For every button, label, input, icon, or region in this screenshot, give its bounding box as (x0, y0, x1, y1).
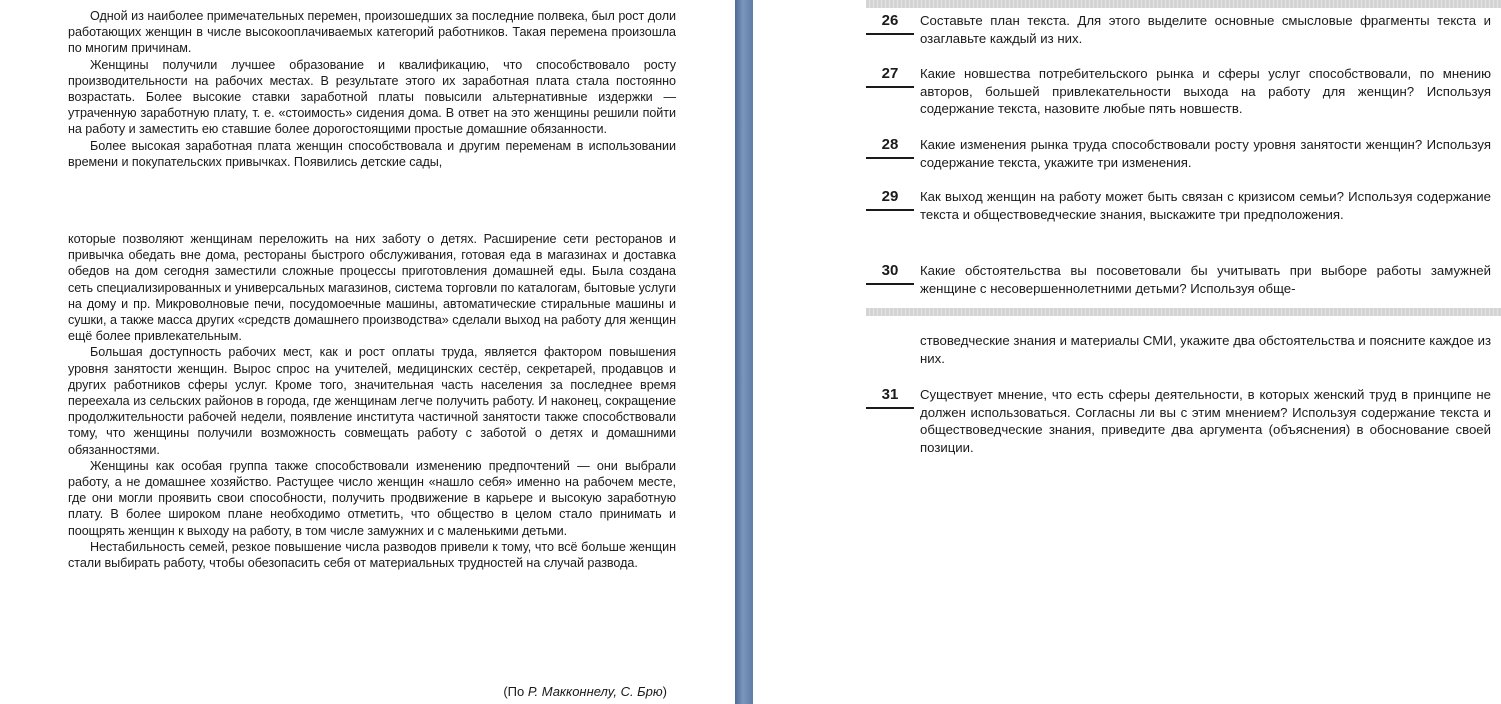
question-30 (866, 262, 1491, 302)
question-underline (866, 407, 914, 409)
question-text: Какие обстоятельства вы посоветовали бы учитывать при выборе работы замужней женщине с несовершеннолетними детьми? Используя обще- (920, 263, 1491, 296)
question-28 (866, 136, 1491, 176)
question-number: 31 (881, 386, 899, 403)
paragraph: Одной из наиболее примечательных перемен, произошедших за последние полвека, был рост доли работающих женщин в числе высокооплачиваемых категорий работников. Такая перемена произошла по многим причинам. (68, 9, 676, 56)
question-number: 28 (881, 136, 899, 153)
attribution-authors: Р. Макконнелу, С. Брю (527, 684, 663, 699)
question-number: 27 (881, 65, 899, 82)
question-30-continuation (866, 332, 1491, 370)
question-underline (866, 86, 914, 88)
question-27 (866, 65, 1491, 121)
question-underline (866, 283, 914, 285)
scan-strip (866, 308, 1501, 316)
question-text: Какие новшества потребительского рынка и сферы услуг способствовали, по мнению авторов, большей привлекательности выхода на работу для женщин? Используя содержание текста, назовите любые пять новшеств. (920, 66, 1491, 116)
attribution-prefix: (По (503, 684, 528, 699)
question-underline (866, 33, 914, 35)
paragraph: которые позволяют женщинам переложить на них заботу о детях. Расширение сети ресторанов и привычка обедать вне дома, рестораны быстрого обслуживания, готовая еда в магазинах и доставка обедов на дом сегодня заместили сложные процессы приготовления домашней еды. Была создана сеть специализированных и универсальных магазинов, система торговли по каталогам, бытовые услуги на дому и пр. Микроволновые печи, посудомоечные машины, автоматические стиральные машины и сушки, а также масса других «средств домашнего производства» сделали выход на работу для женщин ещё более привлекательным. (68, 232, 676, 344)
right-page (753, 0, 1501, 704)
text-block-top (68, 8, 676, 170)
question-31 (866, 386, 1491, 476)
paragraph: Большая доступность рабочих мест, как и рост оплаты труда, является фактором повышения уровня занятости женщин. Вырос спрос на учителей, медицинских сестёр, секретарей, продавцов и других работников сферы услуг. Кроме того, значительная часть населения за последнее время переехала из сельских районов в города, где женщинам легче получить работу. И наконец, сокращение продолжительности рабочей недели, появление института частичной занятости также способствовали тому, что женщины получили возможность совмещать работу с заботой о детях и домашними обязанностями. (68, 345, 676, 457)
question-underline (866, 157, 914, 159)
question-text: ствоведческие знания и материалы СМИ, укажите два обстоятельства и поясните каждое из них. (920, 333, 1491, 366)
paragraph: Нестабильность семей, резкое повышение числа разводов привели к тому, что всё больше женщин стали выбирать работу, чтобы обезопасить себя от материальных трудностей на случай развода. (68, 539, 676, 571)
page-gutter (735, 0, 753, 704)
question-number: 29 (881, 188, 899, 205)
empty-area (866, 476, 1501, 704)
question-text: Как выход женщин на работу может быть связан с кризисом семьи? Используя содержание текста и обществоведческие знания, выскажите три предположения. (920, 189, 1491, 222)
question-text: Существует мнение, что есть сферы деятельности, в которых женский труд в принципе не должен использоваться. Согласны ли вы с этим мнением? Используя содержание текста и обществоведческие знания, приведите два аргумента (объяснения) в обоснование своей позиции. (920, 387, 1491, 455)
attribution-suffix: ) (662, 684, 667, 699)
paragraph: Женщины как особая группа также способствовали изменению предпочтений — они выбрали работу, а не домашнее хозяйство. Растущее число женщин «нашло себя» именно на рабочем месте, где они могли проявить свои способности, получить продвижение в карьере и высокую заработную плату. В более широком плане необходимо отметить, что общество в целом стало принимать и поощрять женщин к выходу на работу, в том числе замужних и с маленькими детьми. (68, 458, 676, 538)
text-block-bottom (68, 231, 676, 571)
paragraph: Более высокая заработная плата женщин способствовала и другим переменам в использовании времени и покупательских привычках. Появились детские сады, (68, 138, 676, 169)
question-underline (866, 209, 914, 211)
question-number: 30 (881, 262, 899, 279)
attribution (503, 684, 667, 699)
question-29 (866, 188, 1491, 244)
question-text: Какие изменения рынка труда способствовали росту уровня занятости женщин? Используя содержание текста, укажите три изменения. (920, 137, 1491, 170)
question-text: Составьте план текста. Для этого выделите основные смысловые фрагменты текста и озаглавьте каждый из них. (920, 13, 1491, 46)
left-page (0, 0, 735, 704)
paragraph: Женщины получили лучшее образование и квалификацию, что способствовало росту производительности на рабочих местах. В результате этого их заработная плата стала постоянно возрастать. Более высокие ставки заработной платы повысили альтернативные издержки — утраченную заработную плату, т. е. «стоимость» сидения дома. В ответ на это женщины решили пойти на работу и заместить ею ставшие более дорогостоящими простые домашние обязанности. (68, 57, 676, 137)
scan-strip (866, 0, 1501, 8)
question-number: 26 (881, 12, 899, 29)
question-26 (866, 12, 1491, 56)
